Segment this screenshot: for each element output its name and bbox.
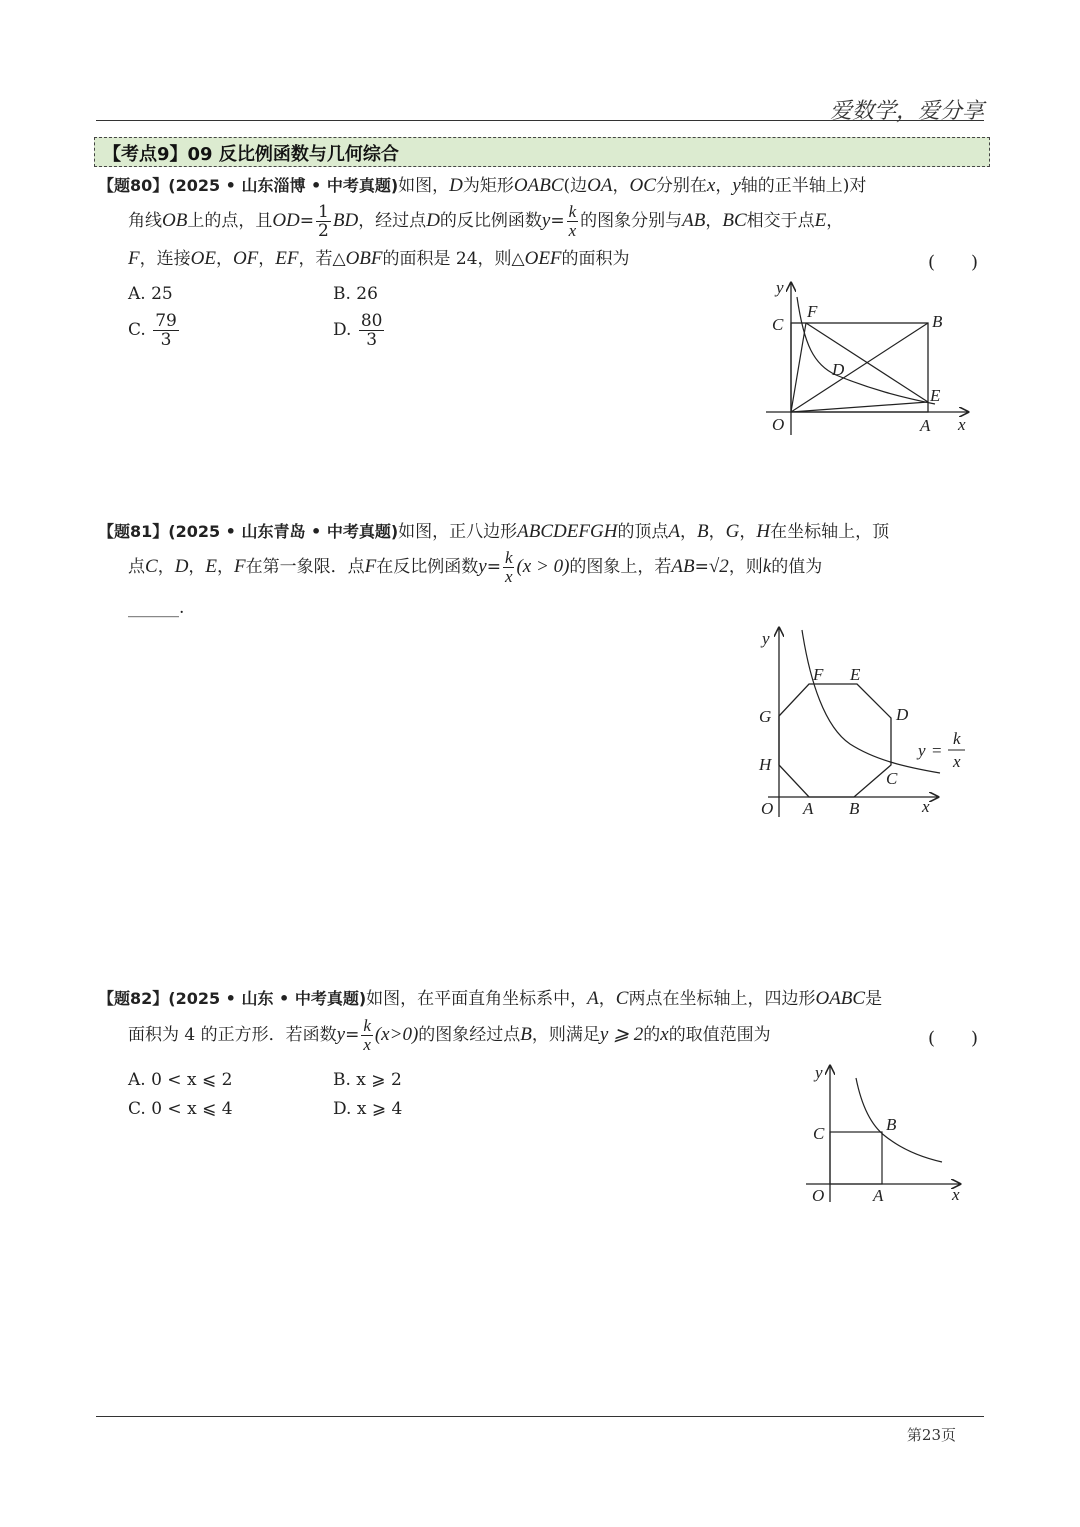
q81-math: E: [205, 556, 218, 577]
fraction-numerator: k: [363, 1016, 371, 1035]
label-h: H: [759, 755, 772, 774]
label-e: E: [850, 665, 861, 684]
label-b: B: [886, 1115, 897, 1134]
q80-text: (边: [563, 176, 588, 196]
fraction-denominator: 3: [366, 330, 378, 350]
label-e: E: [930, 386, 941, 405]
q81-text: ，: [739, 522, 757, 542]
q80-fraction: [316, 203, 331, 240]
label-o: O: [772, 415, 785, 434]
q80-text: 上的点，且: [187, 211, 273, 231]
q80-text: 角线: [128, 211, 162, 231]
option-prefix: D.: [333, 320, 352, 340]
equation-denominator: x: [953, 752, 961, 771]
q82-option-a: A. 0 < x ⩽ 2: [128, 1070, 233, 1090]
q81-label: 【题81】(2025 • 山东青岛 • 中考真题): [98, 522, 399, 541]
q80-math: EF: [275, 248, 299, 269]
fraction-numerator: 79: [155, 311, 177, 331]
q80-option-b: B. 26: [333, 284, 378, 304]
equation-equals: =: [932, 741, 942, 760]
q82-text: ，则满足: [531, 1025, 600, 1045]
q81-text: 的值为: [771, 557, 823, 577]
q82-label: 【题82】(2025 • 山东 • 中考真题): [98, 989, 367, 1008]
label-x: x: [958, 415, 966, 434]
q82-text: 的图象经过点: [418, 1025, 521, 1045]
q80-math: OC: [629, 175, 656, 196]
q80-text: 如图，: [398, 176, 450, 196]
fraction-numerator: 1: [318, 202, 329, 222]
hyperbola-curve: [856, 1078, 942, 1162]
q81-math: G: [725, 521, 740, 542]
q81-math: C: [145, 556, 158, 577]
q80-text: ，: [215, 249, 233, 269]
fraction-numerator: k: [504, 548, 513, 567]
option-fraction: [359, 312, 385, 349]
fraction-denominator: 2: [318, 221, 329, 241]
q80-line-1: [98, 175, 866, 197]
q80-text: ，连接: [139, 249, 191, 269]
q80-text: 的面积是 24，则△: [382, 249, 525, 269]
q80-text: ，: [715, 176, 733, 196]
q82-option-c: C. 0 < x ⩽ 4: [128, 1099, 233, 1119]
label-b: B: [932, 312, 943, 331]
q82-text: 两点在坐标轴上，四边形: [628, 989, 816, 1009]
square-oabc: [830, 1132, 882, 1184]
q80-option-c: [128, 312, 181, 349]
q81-math: A: [668, 521, 681, 542]
fraction-denominator: 3: [160, 330, 172, 350]
q81-math: F: [234, 556, 246, 577]
q80-math: D: [426, 210, 440, 231]
q81-text: ，: [217, 557, 235, 577]
label-c: C: [886, 769, 898, 788]
q80-text: ，: [826, 211, 844, 231]
q80-math: OB: [162, 210, 188, 231]
fraction-numerator: 80: [360, 311, 383, 331]
q80-text: 的反比例函数: [439, 211, 542, 231]
q80-math: y: [541, 210, 551, 231]
label-c: C: [813, 1124, 825, 1143]
q80-text: ，若△: [298, 249, 346, 269]
q82-math: x: [660, 1024, 669, 1045]
q80-option-d: [333, 312, 386, 349]
q81-math: y: [478, 556, 487, 577]
q81-answer-blank: ______.: [128, 598, 185, 618]
q80-math: OE: [190, 248, 216, 269]
q82-math: B: [520, 1024, 532, 1045]
label-x: x: [952, 1185, 960, 1204]
q80-text: 分别在: [655, 176, 707, 196]
label-o: O: [761, 799, 774, 818]
q80-math: OBF: [345, 248, 383, 269]
q82-figure: [800, 1060, 975, 1210]
q81-text: 的顶点: [617, 522, 669, 542]
q80-text: =: [299, 211, 315, 231]
q81-math: AB: [671, 556, 695, 577]
q81-text: 在坐标轴上，顶: [770, 522, 890, 542]
q82-answer-paren: ( ): [928, 1028, 979, 1049]
label-a: A: [873, 1186, 884, 1205]
q81-line-1: [98, 521, 889, 543]
q80-text: ，: [705, 211, 723, 231]
segment-oe: [791, 402, 928, 412]
q80-figure: [760, 275, 980, 440]
q82-math: y ⩾ 2: [599, 1024, 644, 1045]
q82-fraction: [361, 1017, 373, 1054]
q81-math: ABCDEFGH: [517, 521, 618, 542]
q81-math: D: [174, 556, 189, 577]
label-d: D: [896, 705, 909, 724]
q81-math: k: [762, 556, 772, 577]
header-motto: 爱数学，爱分享: [829, 99, 984, 124]
q80-math: OEF: [524, 248, 562, 269]
q81-math: √2: [708, 556, 729, 577]
q82-math: A: [587, 988, 599, 1009]
fraction-numerator: k: [568, 202, 577, 221]
q80-math: OD: [272, 210, 300, 231]
footer-divider: [96, 1416, 984, 1417]
q82-text: 如图，在平面直角坐标系中，: [366, 989, 588, 1009]
q82-option-d: D. x ⩾ 4: [333, 1099, 403, 1119]
q80-math: y: [732, 175, 741, 196]
label-o: O: [812, 1186, 825, 1205]
q82-option-b: B. x ⩾ 2: [333, 1070, 402, 1090]
q80-math: BC: [722, 210, 747, 231]
q81-math: B: [697, 521, 709, 542]
label-f: F: [807, 302, 818, 321]
label-y: y: [762, 629, 770, 648]
q80-label: 【题80】(2025 • 山东淄博 • 中考真题): [98, 176, 399, 195]
q80-math: E: [814, 210, 827, 231]
q82-text: =: [345, 1025, 360, 1045]
q81-text: =: [486, 557, 501, 577]
equation-numerator: k: [953, 729, 961, 748]
fraction-denominator: x: [504, 567, 513, 586]
label-g: G: [759, 707, 772, 726]
q81-math: F: [364, 556, 377, 577]
q80-line-2: [128, 203, 843, 240]
option-fraction: [153, 312, 179, 349]
q80-math: F: [128, 248, 140, 269]
q82-math: (x>0): [374, 1024, 419, 1045]
q80-math: AB: [682, 210, 706, 231]
equation-y: y: [918, 741, 926, 760]
q82-math: y: [336, 1024, 346, 1045]
fraction-denominator: x: [363, 1035, 371, 1054]
regular-octagon: [779, 684, 891, 797]
q82-line-2: [128, 1017, 771, 1054]
hyperbola-curve: [797, 297, 935, 404]
option-prefix: C.: [128, 320, 146, 340]
q81-text: ，: [157, 557, 175, 577]
q81-text: ，则: [728, 557, 763, 577]
q82-math: OABC: [815, 988, 866, 1009]
label-c: C: [772, 315, 784, 334]
fraction-denominator: x: [568, 221, 577, 240]
q81-text: 在反比例函数: [376, 557, 479, 577]
q81-text: ，: [708, 522, 726, 542]
label-b: B: [849, 799, 860, 818]
section-title-box: [94, 137, 990, 167]
q80-math: OABC: [513, 175, 564, 196]
q80-math: BD: [332, 210, 359, 231]
q82-text: 面积为 4 的正方形．若函数: [128, 1025, 337, 1045]
q82-text: 的: [643, 1025, 661, 1045]
label-y: y: [815, 1063, 823, 1082]
q81-text: 在第一象限．点: [245, 557, 365, 577]
q80-text: ，经过点: [358, 211, 427, 231]
q80-math: D: [449, 175, 463, 196]
diagonal-ob: [791, 323, 928, 412]
q81-text: ，: [680, 522, 698, 542]
q80-fraction: [567, 203, 579, 240]
q80-text: ，: [258, 249, 276, 269]
q81-line-2: [128, 549, 822, 586]
q80-math: x: [706, 175, 716, 196]
q81-math: (x > 0): [516, 556, 570, 577]
q81-text: =: [694, 557, 709, 577]
q82-text: ，: [598, 989, 616, 1009]
header-divider: [96, 120, 984, 121]
q80-text: 的面积为: [561, 249, 630, 269]
label-a: A: [920, 416, 931, 435]
q80-option-a: A. 25: [128, 284, 173, 304]
q80-math: OF: [232, 248, 259, 269]
q82-math: C: [615, 988, 629, 1009]
q80-text: ，: [612, 176, 630, 196]
label-f: F: [813, 665, 824, 684]
label-d: D: [832, 360, 845, 379]
q81-fraction: [503, 549, 515, 586]
q80-math: OA: [587, 175, 613, 196]
q80-answer-paren: ( ): [928, 252, 979, 273]
segment-of: [791, 323, 806, 412]
q80-line-3: [128, 248, 630, 270]
page-number: 第23页: [906, 1426, 956, 1444]
q81-text: 的图象上，若: [569, 557, 672, 577]
q82-line-1: [98, 988, 882, 1010]
q81-text: 点: [128, 557, 145, 577]
q81-figure: [750, 622, 980, 822]
label-a: A: [803, 799, 814, 818]
q82-text: 的取值范围为: [668, 1025, 771, 1045]
q80-text: 为矩形: [462, 176, 514, 196]
q80-text: 相交于点: [746, 211, 815, 231]
q81-text: ，: [188, 557, 206, 577]
q80-text: 的图象分别与: [580, 211, 683, 231]
q80-text: =: [550, 211, 565, 231]
label-x: x: [922, 797, 930, 816]
q82-text: 是: [865, 989, 883, 1009]
label-y: y: [776, 278, 784, 297]
section-title: 【考点9】09 反比例函数与几何综合: [103, 144, 399, 165]
q80-text: 轴的正半轴上)对: [740, 176, 867, 196]
q81-math: H: [756, 521, 771, 542]
q81-text: 如图，正八边形: [398, 522, 518, 542]
